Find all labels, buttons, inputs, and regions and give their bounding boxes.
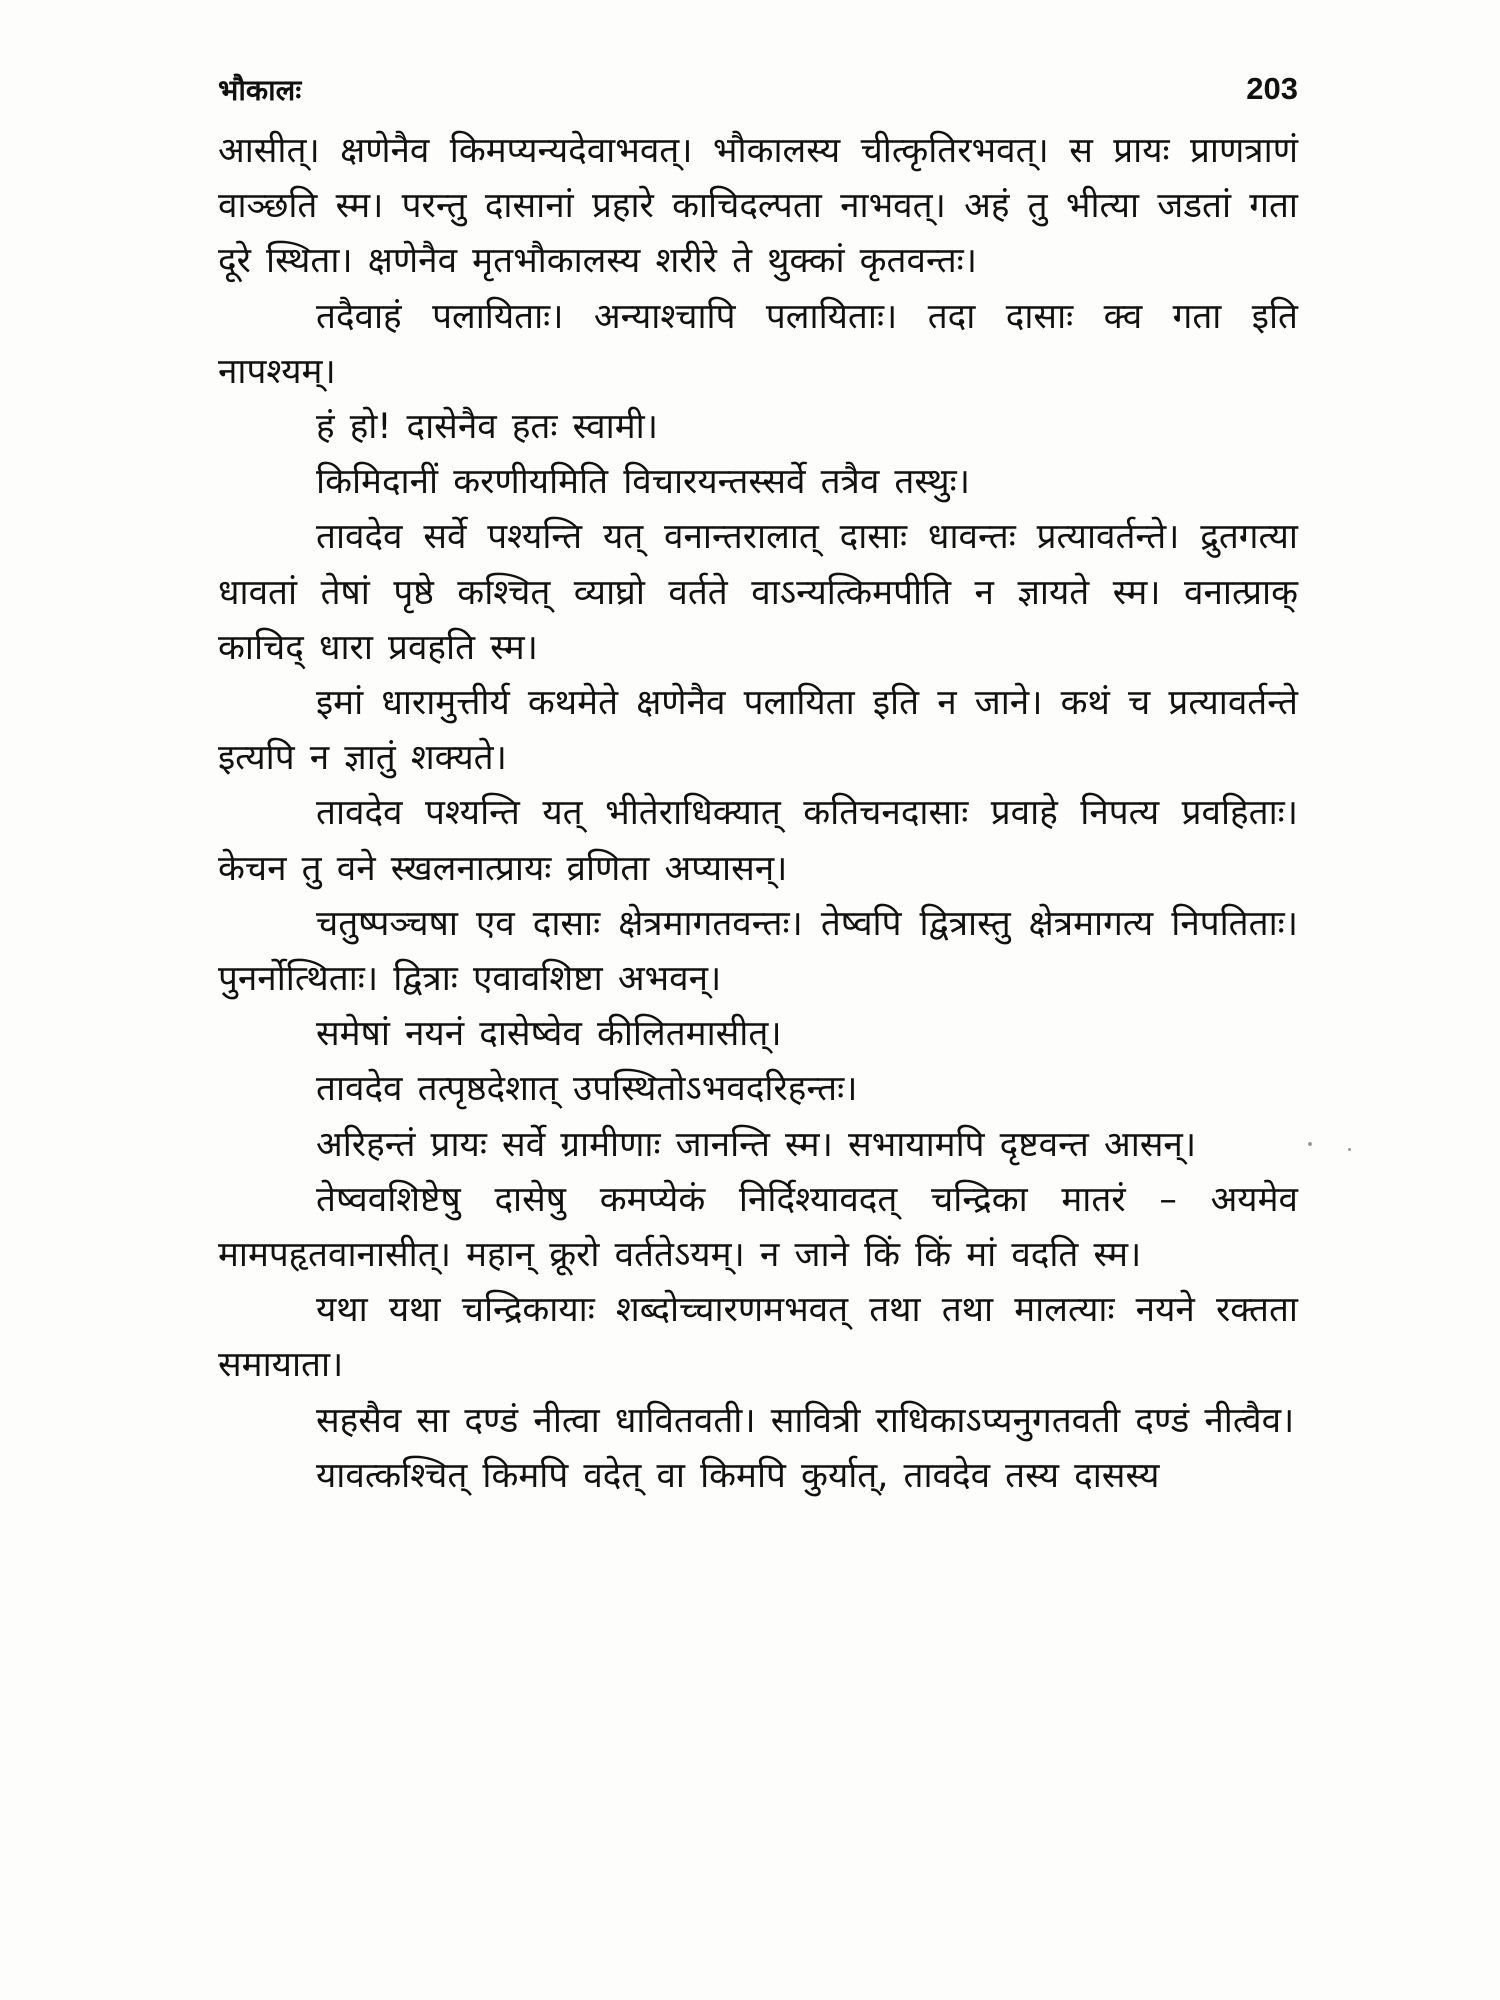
paragraph: अरिहन्तं प्रायः सर्वे ग्रामीणाः जानन्ति स्म। सभायामपि दृष्टवन्त आसन्।: [316, 1124, 1197, 1165]
paragraph: समेषां नयनं दासेष्वेव कीलितमासीत्।: [316, 1014, 782, 1055]
paragraph: हं हो! दासेनैव हतः स्वामी।: [316, 407, 658, 448]
paragraph: तावदेव पश्यन्ति यत् भीतेराधिक्यात् कतिचनदासाः प्रवाहे निपत्य प्रवहिताः। केचन तु वने स्खलनात्प्रायः व्रणिता अप्यासन्।: [218, 793, 1298, 889]
paragraph: यावत्कश्चित् किमपि वदेत् वा किमपि कुर्यात्, तावदेव तस्य दासस्य: [316, 1455, 1160, 1496]
running-head: भौकालः: [218, 72, 302, 107]
paragraph: यथा यथा चन्द्रिकायाः शब्दोच्चारणमभवत् तथा तथा मालत्याः नयने रक्तता समायाता।: [218, 1290, 1298, 1386]
paragraph: सहसैव सा दण्डं नीत्वा धावितवती। सावित्री राधिकाऽप्यनुगतवती दण्डं नीत्वैव।: [316, 1400, 1295, 1441]
paragraph: तावदेव तत्पृष्ठदेशात् उपस्थितोऽभवदरिहन्तः।: [316, 1069, 858, 1110]
paragraph: आसीत्। क्षणेनैव किमप्यन्यदेवाभवत्। भौकालस्य चीत्कृतिरभवत्। स प्रायः प्राणत्राणं वाञ्छति स्म। परन्तु दासानां प्रहारे काचिदल्पता नाभवत्। अहं तु भीत्या जडतां गता दूरे स्थिता। क्षणेनैव मृतभौकालस्य शरीरे ते थुक्कां कृतवन्तः।: [218, 131, 1298, 282]
paragraph: तेष्ववशिष्टेषु दासेषु कमप्येकं निर्दिश्यावदत् चन्द्रिका मातरं – अयमेव मामपहृतवानासीत्। महान् क्रूरो वर्ततेऽयम्। न जाने किं किं मां वदति स्म।: [218, 1179, 1298, 1276]
page-number: 203: [1246, 71, 1298, 106]
paragraph: चतुष्पञ्चषा एव दासाः क्षेत्रमागतवन्तः। तेष्वपि द्वित्रास्तु क्षेत्रमागत्य निपतिताः। पुनर्नोत्थिताः। द्वित्राः एवावशिष्टा अभवन्।: [218, 903, 1298, 1000]
body-text: [218, 124, 1298, 1504]
scan-speck: [1308, 1142, 1312, 1146]
paragraph: इमां धारामुत्तीर्य कथमेते क्षणेनैव पलायिता इति न जाने। कथं च प्रत्यावर्तन्ते इत्यपि न ज्ञातुं शक्यते।: [218, 683, 1298, 779]
scan-speck: [1348, 1148, 1351, 1151]
paragraph: तावदेव सर्वे पश्यन्ति यत् वनान्तरालात् दासाः धावन्तः प्रत्यावर्तन्ते। द्रुतगत्या धावतां तेषां पृष्ठे कश्चित् व्याघ्रो वर्तते वाऽन्यत्किमपीति न ज्ञायते स्म। वनात्प्राक् काचिद् धारा प्रवहति स्म।: [218, 517, 1298, 668]
paragraph: किमिदानीं करणीयमिति विचारयन्तस्सर्वे तत्रैव तस्थुः।: [316, 462, 970, 503]
paragraph: तदैवाहं पलायिताः। अन्याश्चापि पलायिताः। तदा दासाः क्व गता इति नापश्यम्।: [218, 296, 1298, 392]
page-header: [218, 64, 1298, 114]
